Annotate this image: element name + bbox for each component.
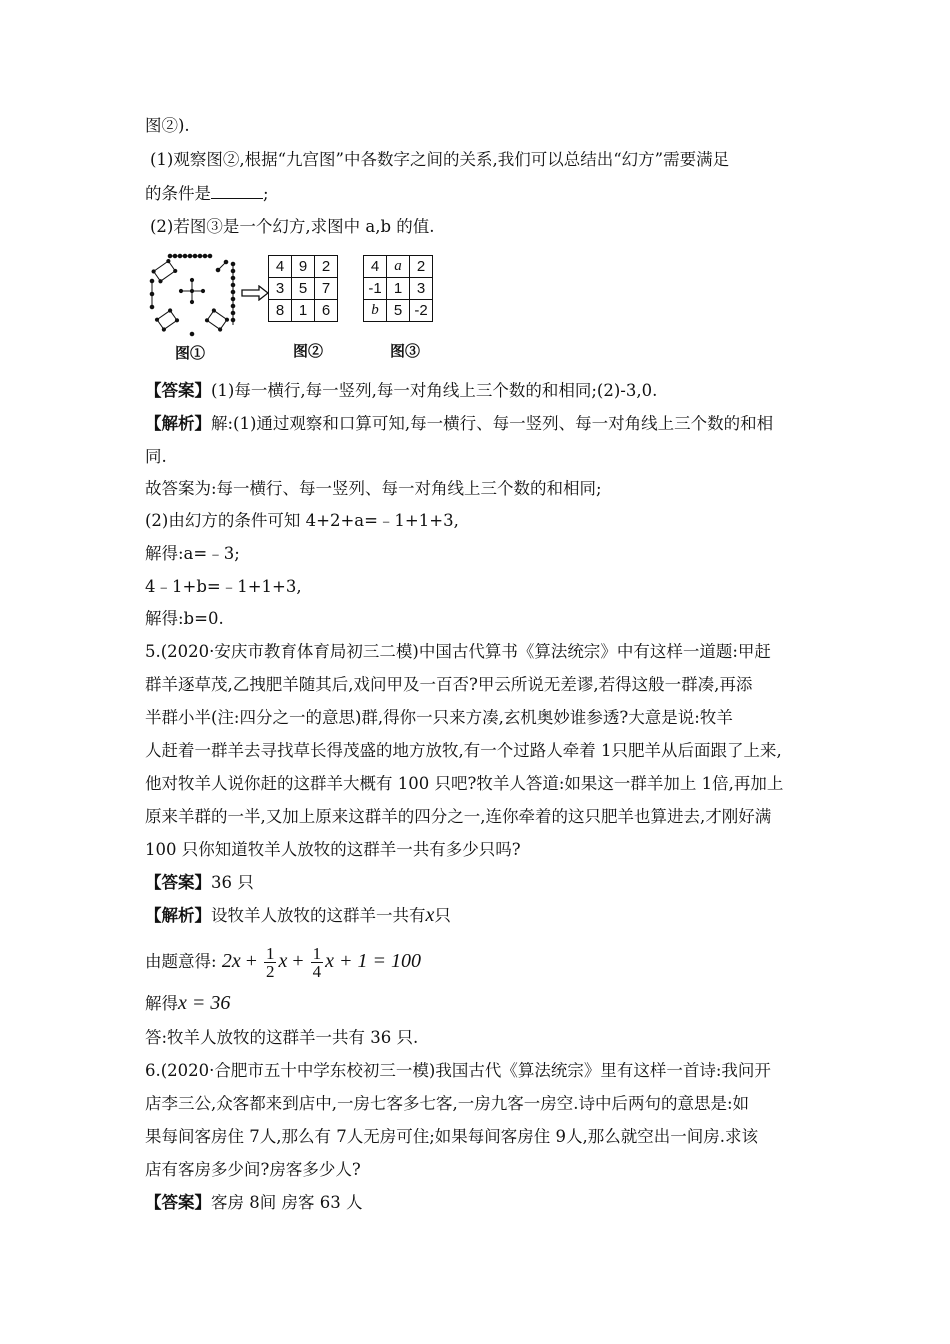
analysis-5: 【解析】设牧羊人放牧的这群羊一共有x只 — [145, 904, 451, 926]
fraction-half: $\frac{1}{2}$ — [265, 943, 275, 981]
grid-cell: 7 — [315, 278, 338, 300]
grid-cell: 1 — [292, 300, 315, 322]
solution-b: 解得:b=0. — [145, 609, 224, 628]
grid-cell: 5 — [387, 300, 410, 322]
figure-3-caption: 图③ — [390, 343, 421, 360]
question-6-line: 店李三公,众客都来到店中,一房七客多七客,一房九客一房空.诗中后两句的意思是:如 — [145, 1094, 750, 1113]
grid-cell: -2 — [410, 300, 433, 322]
question-5-line: 半群小半(注:四分之一的意思)群,得你一只来方凑,玄机奥妙谁参透?大意是说:牧羊 — [145, 708, 733, 727]
equation-b: 4﹣1+b=﹣1+1+3, — [145, 577, 302, 596]
question-5-line: 他对牧羊人说你赶的这群羊大概有 100 只吧?牧羊人答道:如果这一群羊加上 1倍,再加上 — [145, 774, 784, 793]
figure-2-caption: 图② — [293, 343, 324, 360]
magic-square-figures — [145, 250, 445, 370]
grid-cell: 4 — [364, 256, 387, 278]
question-part-2: (2)若图③是一个幻方,求图中 a,b 的值. — [150, 217, 435, 236]
question-6-line: 果每间客房住 7人,那么有 7人无房可住;如果每间客房住 9人,那么就空出一间房.求该 — [145, 1127, 759, 1146]
grid-cell: 2 — [315, 256, 338, 278]
analysis-1: 【解析】解:(1)通过观察和口算可知,每一横行、每一竖列、每一对角线上三个数的和相 — [145, 414, 774, 433]
answer-5: 【答案】36 只 — [145, 873, 254, 892]
arrow-icon — [241, 285, 269, 301]
figure-1-caption: 图① — [175, 345, 206, 362]
question-6-line: 6.(2020·合肥市五十中学东校初三一模)我国古代《算法统宗》里有这样一首诗:我问开 — [145, 1061, 771, 1080]
analysis-conclusion: 故答案为:每一横行、每一竖列、每一对角线上三个数的和相同; — [145, 479, 602, 498]
solution-line: 解得x = 36 — [145, 992, 231, 1014]
analysis-part-2: (2)由幻方的条件可知 4+2+a=﹣1+1+3, — [145, 511, 459, 530]
question-part-1-cont: 的条件是 ; — [145, 184, 269, 203]
analysis-1-cont: 同. — [145, 447, 167, 466]
question-6-line: 店有客房多少间?房客多少人? — [145, 1160, 361, 1179]
figure-2-grid — [268, 255, 338, 322]
grid-cell: 1 — [387, 278, 410, 300]
grid-cell: 9 — [292, 256, 315, 278]
fraction-quarter: $\frac{1}{4}$ — [312, 943, 322, 981]
grid-cell: 6 — [315, 300, 338, 322]
grid-cell: 2 — [410, 256, 433, 278]
equation: 2x + $\frac{1}{2}$ x + $\frac{1}{4}$ x + 1 = 100 — [221, 943, 422, 981]
grid-cell: 3 — [269, 278, 292, 300]
figure-3-grid — [363, 255, 433, 322]
grid-cell-a: a — [387, 256, 410, 278]
grid-cell: 5 — [292, 278, 315, 300]
question-5-line: 人赶着一群羊去寻找草长得茂盛的地方放牧,有一个过路人牵着 1只肥羊从后面跟了上来, — [145, 741, 782, 760]
equation-line: 由题意得: 2x + $\frac{1}{2}$ x + $\frac{1}{4}$ x + 1 = 100 — [145, 943, 422, 981]
question-5-line: 5.(2020·安庆市教育体育局初三二模)中国古代算书《算法统宗》中有这样一道题:甲赶 — [145, 642, 771, 661]
question-5-line: 100 只你知道牧羊人放牧的这群羊一共有多少只吗? — [145, 840, 521, 859]
answer-5-final: 答:牧羊人放牧的这群羊一共有 36 只. — [145, 1028, 419, 1047]
question-5-line: 群羊逐草茂,乙拽肥羊随其后,戏问甲及一百否?甲云所说无差谬,若得这般一群凑,再添 — [145, 675, 753, 694]
grid-cell: 8 — [269, 300, 292, 322]
question-part-1: (1)观察图②,根据“九宫图”中各数字之间的关系,我们可以总结出“幻方”需要满足 — [150, 150, 730, 169]
luoshu-diagram — [145, 250, 245, 340]
text-line: 图②). — [145, 116, 190, 135]
question-5-line: 原来羊群的一半,又加上原来这群羊的四分之一,连你牵着的这只肥羊也算进去,才刚好满 — [145, 807, 772, 826]
answer-blank — [211, 184, 263, 199]
grid-cell: -1 — [364, 278, 387, 300]
answer-6: 【答案】客房 8间 房客 63 人 — [145, 1193, 363, 1212]
solution-a: 解得:a=﹣3; — [145, 544, 240, 563]
grid-cell-b: b — [364, 300, 387, 322]
grid-cell: 3 — [410, 278, 433, 300]
grid-cell: 4 — [269, 256, 292, 278]
answer-1: 【答案】(1)每一横行,每一竖列,每一对角线上三个数的和相同;(2)-3,0. — [145, 381, 658, 400]
